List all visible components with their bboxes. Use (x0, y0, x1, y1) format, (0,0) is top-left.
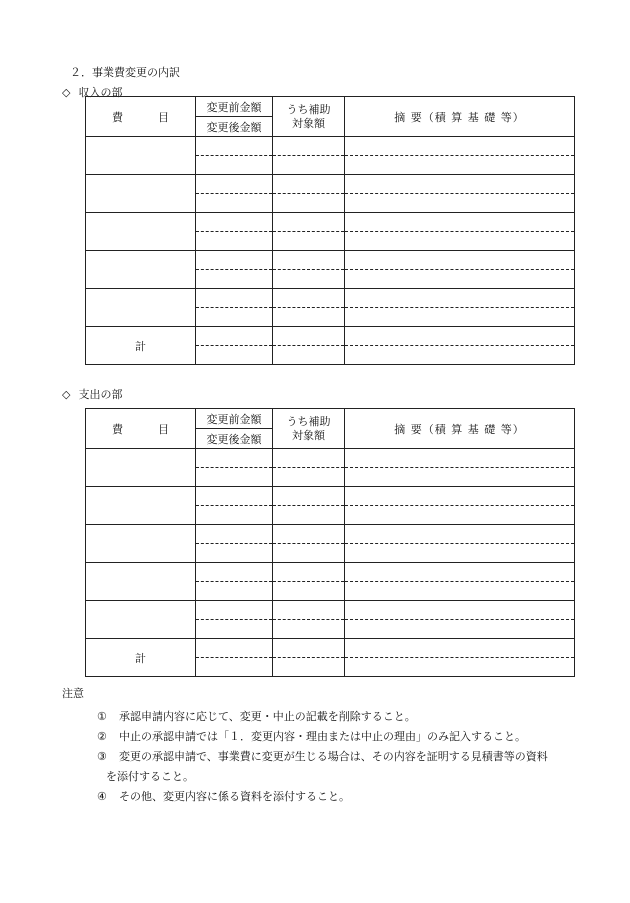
notes-title: 注意 (62, 687, 84, 700)
table-row (86, 525, 575, 544)
category-cell[interactable] (86, 601, 196, 639)
note-item-continuation: を添付すること。 (106, 770, 194, 783)
income-table (85, 96, 575, 365)
income-heading-label: 収入の部 (78, 86, 123, 99)
total-row (86, 639, 575, 658)
header-subsidy: うち補助 対象額 (273, 409, 345, 449)
category-cell[interactable] (86, 289, 196, 327)
category-cell[interactable] (86, 563, 196, 601)
table-row (86, 449, 575, 468)
category-cell[interactable] (86, 213, 196, 251)
note-item: ③ 変更の承認申請で、事業費に変更が生じる場合は、その内容を証明する見積書等の資料 (97, 750, 548, 763)
table-row (86, 137, 575, 156)
section-heading: ２．事業費変更の内訳 (70, 66, 180, 79)
diamond-icon: ◇ (62, 388, 71, 401)
header-item: 費 目 (86, 97, 196, 137)
table-row (86, 213, 575, 232)
category-cell[interactable] (86, 137, 196, 175)
table-row (86, 175, 575, 194)
expense-heading-label: 支出の部 (78, 388, 123, 401)
header-after-amount: 変更後金額 (196, 117, 273, 137)
expense-table (85, 408, 575, 677)
header-subsidy: うち補助 対象額 (273, 97, 345, 137)
header-summary: 摘 要（積 算 基 礎 等） (345, 409, 575, 449)
table-row (86, 289, 575, 308)
table-row (86, 563, 575, 582)
header-summary: 摘 要（積 算 基 礎 等） (345, 97, 575, 137)
note-item: ② 中止の承認申請では「１．変更内容・理由または中止の理由」のみ記入すること。 (97, 730, 526, 743)
table-row (86, 601, 575, 620)
total-row (86, 327, 575, 346)
note-item: ① 承認申請内容に応じて、変更・中止の記載を削除すること。 (97, 710, 416, 723)
table-row (86, 487, 575, 506)
category-cell[interactable] (86, 487, 196, 525)
header-before-amount: 変更前金額 (196, 97, 273, 117)
header-item: 費 目 (86, 409, 196, 449)
category-cell[interactable] (86, 175, 196, 213)
category-cell[interactable] (86, 449, 196, 487)
note-item: ④ その他、変更内容に係る資料を添付すること。 (97, 790, 350, 803)
category-cell[interactable] (86, 251, 196, 289)
expense-heading (62, 386, 122, 402)
total-label: 計 (86, 639, 196, 677)
total-label: 計 (86, 327, 196, 365)
table-row (86, 251, 575, 270)
diamond-icon: ◇ (62, 86, 71, 99)
header-after-amount: 変更後金額 (196, 429, 273, 449)
header-before-amount: 変更前金額 (196, 409, 273, 429)
category-cell[interactable] (86, 525, 196, 563)
